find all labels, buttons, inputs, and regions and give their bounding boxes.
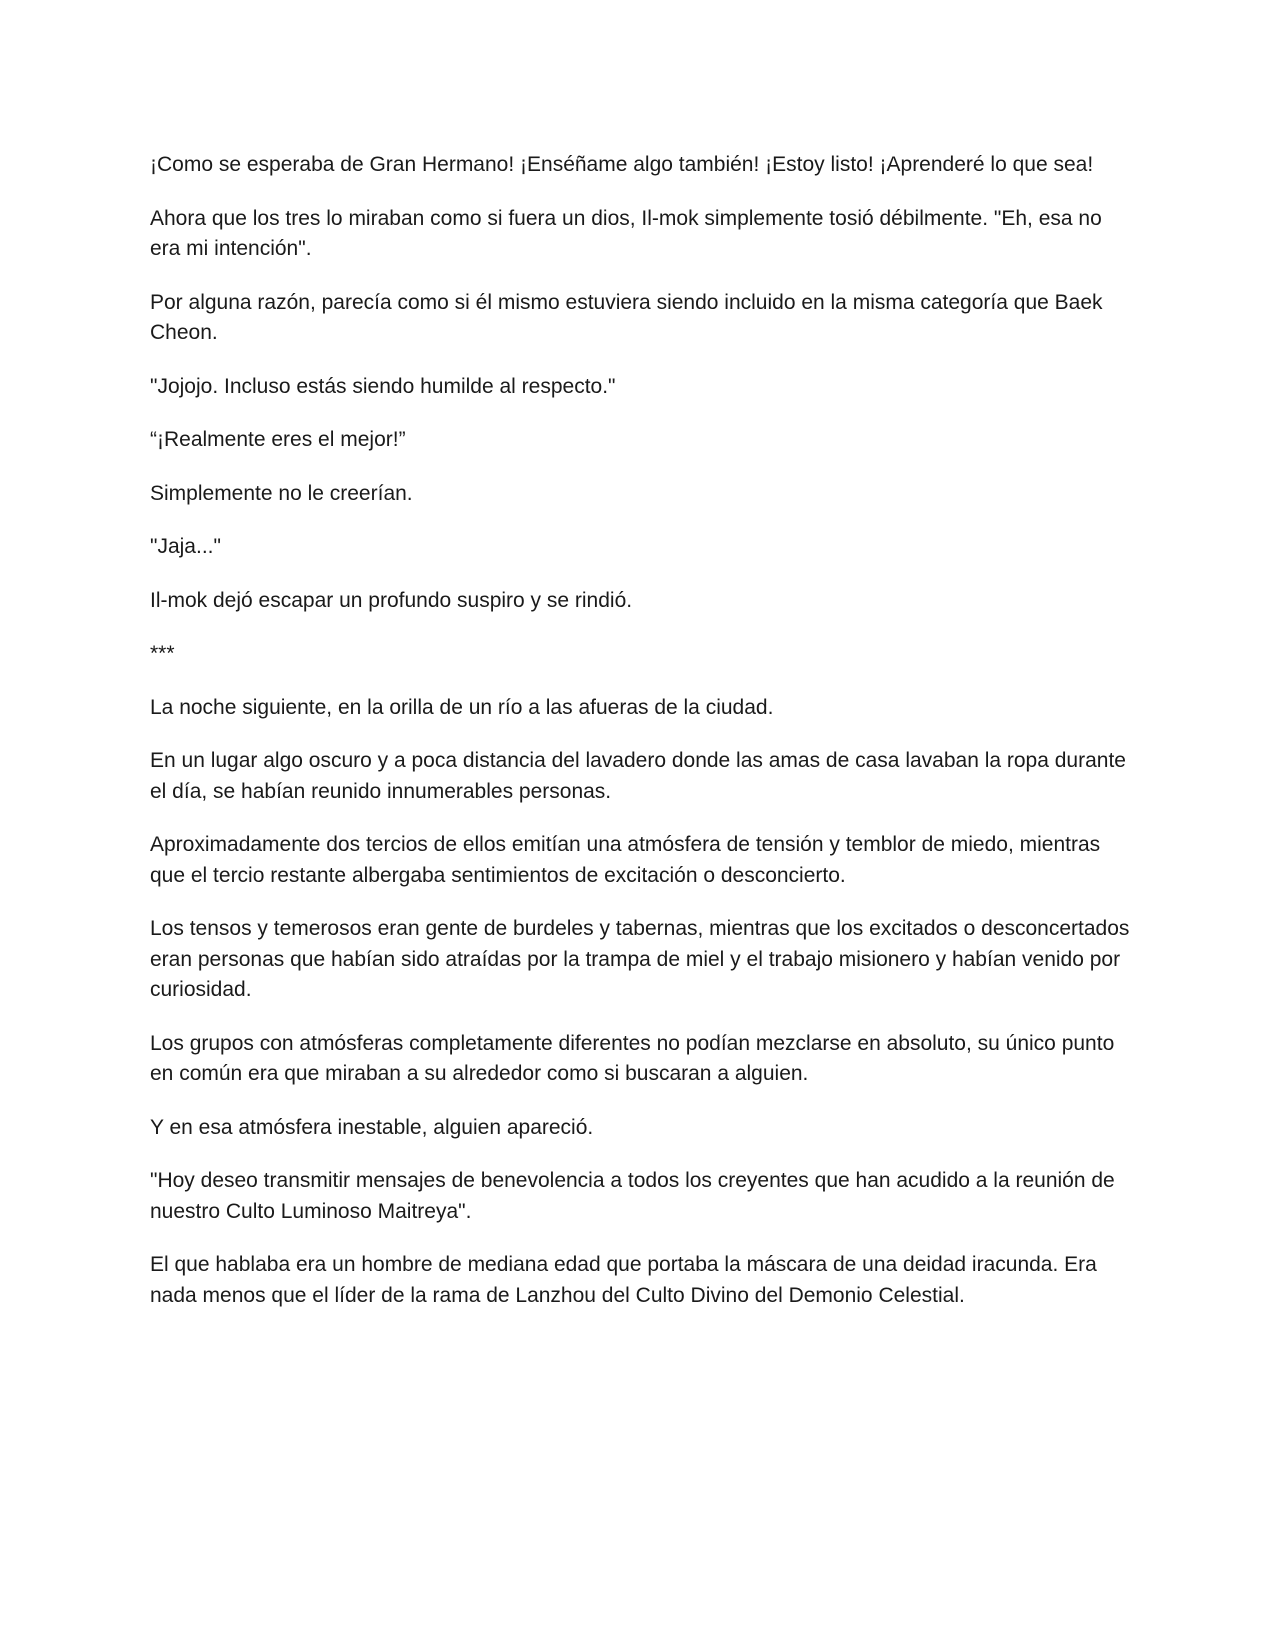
document-page	[150, 150, 1135, 1334]
paragraph: La noche siguiente, en la orilla de un río a las afueras de la ciudad.	[150, 695, 774, 719]
paragraph: ¡Como se esperaba de Gran Hermano! ¡Enséñame algo también! ¡Estoy listo! ¡Aprenderé lo que sea!	[150, 153, 1094, 176]
paragraph: Il-mok dejó escapar un profundo suspiro y se rindió.	[150, 588, 633, 612]
paragraph: Los grupos con atmósferas completamente diferentes no podían mezclarse en absoluto, su único punto en común era que miraban a su alrededor como si buscaran a alguien.	[150, 1031, 1115, 1085]
paragraph: "Jojojo. Incluso estás siendo humilde al respecto."	[150, 374, 616, 398]
paragraph: En un lugar algo oscuro y a poca distancia del lavadero donde las amas de casa lavaban la ropa durante el día, se habían reunido innumerables personas.	[150, 749, 1126, 803]
paragraph: El que hablaba era un hombre de mediana edad que portaba la máscara de una deidad iracunda. Era nada menos que el líder de la rama de Lanzhou del Culto Divino del Demonio Celestial.	[150, 1253, 1097, 1307]
paragraph: Y en esa atmósfera inestable, alguien apareció.	[150, 1115, 594, 1139]
paragraph: "Hoy deseo transmitir mensajes de benevolencia a todos los creyentes que han acudido a la reunión de nuestro Culto Luminoso Maitreya".	[150, 1169, 1115, 1223]
scene-break: ***	[150, 642, 175, 665]
paragraph: Simplemente no le creerían.	[150, 481, 413, 505]
paragraph: “¡Realmente eres el mejor!”	[150, 428, 406, 451]
paragraph: Los tensos y temerosos eran gente de burdeles y tabernas, mientras que los excitados o desconcertados eran personas que habían sido atraídas por la trampa de miel y el trabajo misionero y habían venido por curiosidad.	[150, 917, 1130, 1001]
paragraph: Por alguna razón, parecía como si él mismo estuviera siendo incluido en la misma categoría que Baek Cheon.	[150, 290, 1103, 344]
paragraph: "Jaja..."	[150, 535, 221, 558]
paragraph: Ahora que los tres lo miraban como si fuera un dios, Il-mok simplemente tosió débilmente. "Eh, esa no era mi intención".	[150, 206, 1102, 260]
paragraph: Aproximadamente dos tercios de ellos emitían una atmósfera de tensión y temblor de miedo, mientras que el tercio restante albergaba sentimientos de excitación o desconcierto.	[150, 833, 1101, 887]
